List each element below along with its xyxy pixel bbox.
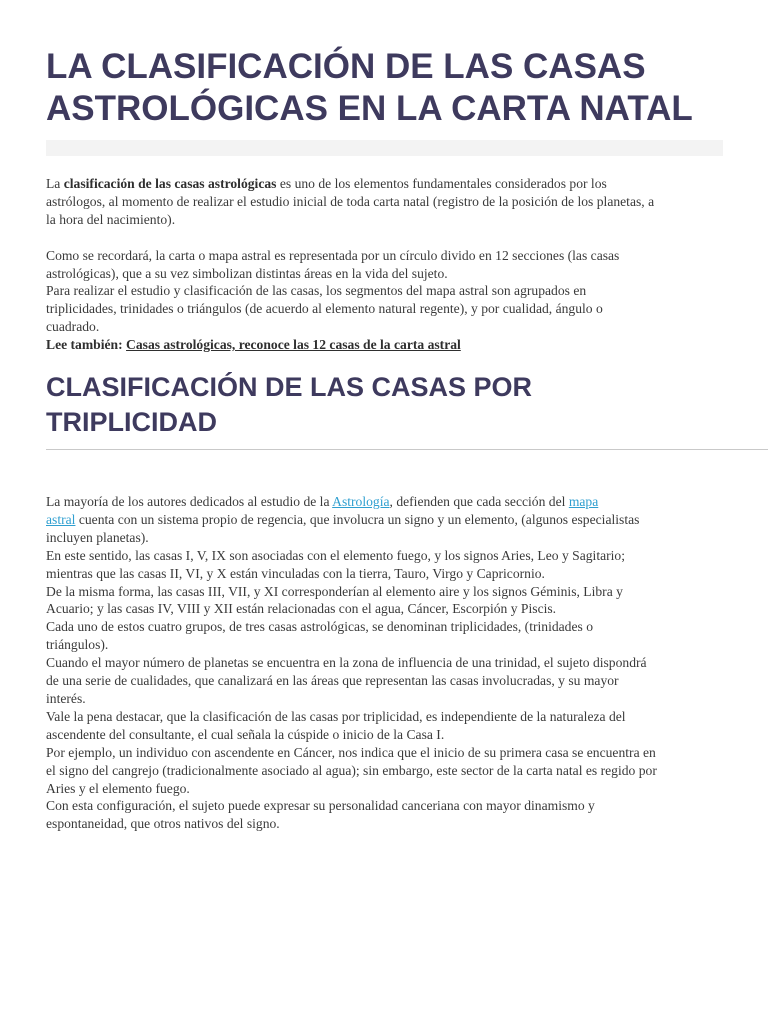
body-text: La mayoría de los autores dedicados al estudio de la [46, 494, 333, 509]
body-line: incluyen planetas). [46, 529, 149, 545]
body-line: el signo del cangrejo (tradicionalmente asociado al agua); sin embargo, este sector de la carta natal es regido por [46, 762, 657, 778]
section-divider [46, 449, 768, 450]
body-line: Acuario; y las casas IV, VIII y XII están relacionadas con el agua, Cáncer, Escorpión y Piscis. [46, 601, 557, 617]
body-line: Por ejemplo, un individuo con ascendente en Cáncer, nos indica que el inicio de su primera casa se encuentra en [46, 744, 656, 760]
read-also [46, 336, 726, 354]
body-line: Con esta configuración, el sujeto puede expresar su personalidad canceriana con mayor dinamismo y [46, 798, 595, 814]
intro-paragraph-2-line-2: astrológicas), que a su vez simbolizan distintas áreas en la vida del sujeto. [46, 265, 448, 281]
section-heading [46, 370, 736, 440]
page-title-line-1: LA CLASIFICACIÓN DE LAS CASAS [46, 47, 646, 86]
body-line: de una serie de cualidades, que canalizará en las áreas que representan las casas involucradas, y su mayor [46, 673, 619, 689]
intro-paragraph-3-line-1: Para realizar el estudio y clasificación de las casas, los segmentos del mapa astral son agrupados en [46, 283, 587, 299]
body-text: cuenta con un sistema propio de regencia, que involucra un signo y un elemento, (algunos especialistas [75, 511, 640, 527]
read-also-link[interactable]: Casas astrológicas, reconoce las 12 casas de la carta astral [126, 337, 461, 353]
triplicity-section-body [46, 493, 726, 833]
intro-paragraph-1-line-3: la hora del nacimiento). [46, 211, 176, 227]
body-text: , defienden que cada sección del [389, 494, 569, 509]
body-line: triángulos). [46, 637, 109, 653]
intro-paragraph-1-line-1 [46, 175, 726, 193]
body-line: De la misma forma, las casas III, VII, y XI corresponderían al elemento aire y los signos Géminis, Libra y [46, 583, 623, 599]
body-line: Cuando el mayor número de planetas se encuentra en la zona de influencia de una trinidad, el sujeto dispondrá [46, 655, 647, 671]
body-line: Vale la pena destacar, que la clasificación de las casas por triplicidad, es independiente de la naturaleza del [46, 708, 626, 724]
intro-section [46, 175, 726, 354]
read-also-label: Lee también: [46, 337, 123, 353]
body-line: interés. [46, 690, 86, 706]
body-line: Aries y el elemento fuego. [46, 780, 190, 796]
page-title-line-2: ASTROLÓGICAS EN LA CARTA NATAL [46, 89, 693, 128]
body-line: En este sentido, las casas I, V, IX son asociadas con el elemento fuego, y los signos Aries, Leo y Sagitario; [46, 547, 626, 563]
body-line: mientras que las casas II, VI, y X están vinculadas con la tierra, Tauro, Virgo y Capricornio. [46, 565, 545, 581]
intro-bold-term: clasificación de las casas astrológicas [63, 176, 277, 191]
body-line: espontaneidad, que otros nativos del signo. [46, 816, 280, 832]
paragraph-gap [46, 229, 726, 247]
intro-paragraph-1-line-2: astrólogos, al momento de realizar el estudio inicial de toda carta natal (registro de la posición de los planetas, a [46, 193, 655, 209]
body-line [46, 493, 726, 511]
intro-text: es uno de los elementos fundamentales considerados por los [276, 176, 607, 191]
body-line: Cada uno de estos cuatro grupos, de tres casas astrológicas, se denominan triplicidades, (trinidades o [46, 619, 593, 635]
body-line [46, 511, 726, 529]
intro-paragraph-3-line-2: triplicidades, trinidades o triángulos (de acuerdo al elemento natural regente), y por cualidad, ángulo o [46, 301, 603, 317]
intro-text: La [46, 176, 64, 191]
mapa-astral-link[interactable]: mapa [568, 494, 599, 509]
ad-banner-placeholder [46, 140, 723, 156]
page-title [46, 46, 736, 130]
mapa-astral-link[interactable]: astral [46, 511, 76, 527]
intro-paragraph-2-line-1: Como se recordará, la carta o mapa astral es representada por un círculo divido en 12 secciones (las casas [46, 247, 620, 263]
section-heading-line-1: CLASIFICACIÓN DE LAS CASAS POR [46, 372, 533, 402]
astrologia-link[interactable]: Astrología [332, 494, 390, 509]
body-line: ascendente del consultante, el cual señala la cúspide o inicio de la Casa I. [46, 726, 445, 742]
section-heading-line-2: TRIPLICIDAD [46, 407, 217, 437]
intro-paragraph-3-line-3: cuadrado. [46, 319, 100, 335]
